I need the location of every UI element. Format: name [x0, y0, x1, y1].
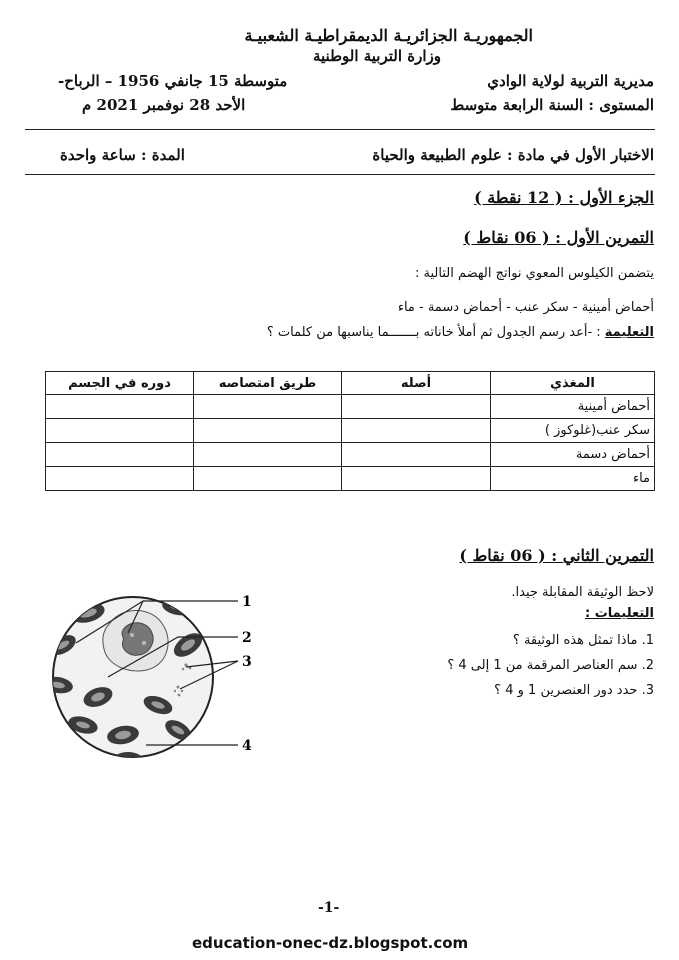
table-row [46, 395, 655, 419]
question-item: 2. سم العناصر المرقمة من 1 إلى 4 ؟ [447, 658, 654, 673]
table-cell [342, 443, 491, 467]
table-cell [46, 419, 194, 443]
diagram-label-1: 1 [242, 594, 252, 610]
part1-title: الجزء الأول : ( 12 نقطة ) [474, 188, 654, 207]
table-header: المغذي [491, 372, 655, 395]
table-header: دوره في الجسم [46, 372, 194, 395]
table-header: أصله [342, 372, 491, 395]
header-divider-top [25, 129, 655, 130]
exercise2-title: التمرين الثاني : ( 06 نقاط ) [459, 546, 654, 565]
instruction-label: التعليمة [604, 325, 654, 340]
table-cell [194, 419, 342, 443]
republic-title: الجمهوريـة الجزائريـة الديمقراطيـة الشعبيـة [244, 26, 533, 45]
table-row [46, 419, 655, 443]
exercise1-intro: يتضمن الكيلوس المعوي نواتج الهضم التالية : [415, 266, 654, 281]
table-cell [342, 419, 491, 443]
table-cell [46, 443, 194, 467]
instruction-text: : -أعد رسم الجدول ثم أملأ خاناته بـــــــما يناسبها من كلمات ؟ [266, 325, 605, 340]
table-cell: ماء [491, 467, 655, 491]
question-item: 3. حدد دور العنصرين 1 و 4 ؟ [494, 683, 654, 698]
question-item: 1. ماذا تمثل هذه الوثيقة ؟ [512, 633, 654, 648]
level: المستوى : السنة الرابعة متوسط [450, 96, 654, 114]
ministry-title: وزارة التربية الوطنية [312, 47, 441, 65]
footer-url[interactable]: education-onec-dz.blogspot.com [192, 934, 469, 952]
exercise1-title: التمرين الأول : ( 06 نقاط ) [463, 228, 654, 247]
exam-duration: المدة : ساعة واحدة [60, 146, 185, 164]
table-cell [194, 443, 342, 467]
table-header: طريق امتصاصه [194, 372, 342, 395]
exercise1-instruction [267, 325, 654, 340]
school-name: متوسطة 15 جانفي 1956 – الرباح- [58, 72, 288, 90]
table-cell [46, 395, 194, 419]
exercise2-intro: لاحظ الوثيقة المقابلة جيدا. [511, 585, 654, 600]
table-cell [342, 395, 491, 419]
exam-date: الأحد 28 نوفمبر 2021 م [82, 96, 246, 114]
table-header-row [46, 372, 655, 395]
table-cell: أحماض دسمة [491, 443, 655, 467]
header-divider-bottom [25, 174, 655, 175]
diagram-label-4: 4 [242, 738, 252, 754]
page-number: -1- [318, 900, 340, 916]
table-row [46, 443, 655, 467]
table-cell [194, 467, 342, 491]
diagram-label-3: 3 [242, 654, 252, 670]
blood-smear-diagram [28, 585, 278, 770]
exercise1-items: أحماض أمينية - سكر عنب - أحماض دسمة - ماء [397, 300, 654, 315]
exam-title: الاختبار الأول في مادة : علوم الطبيعة والحياة [372, 146, 654, 164]
table-cell [194, 395, 342, 419]
table-cell [342, 467, 491, 491]
table-cell [46, 467, 194, 491]
table-cell: سكر عنب(غلوكوز ) [491, 419, 655, 443]
directorate: مديرية التربية لولاية الوادي [487, 72, 654, 90]
table-row [46, 467, 655, 491]
exercise2-instructions-label: التعليمات : [585, 606, 654, 621]
table-cell: أحماض أمينية [491, 395, 655, 419]
diagram-label-2: 2 [242, 630, 252, 646]
nutrient-table [45, 371, 655, 491]
